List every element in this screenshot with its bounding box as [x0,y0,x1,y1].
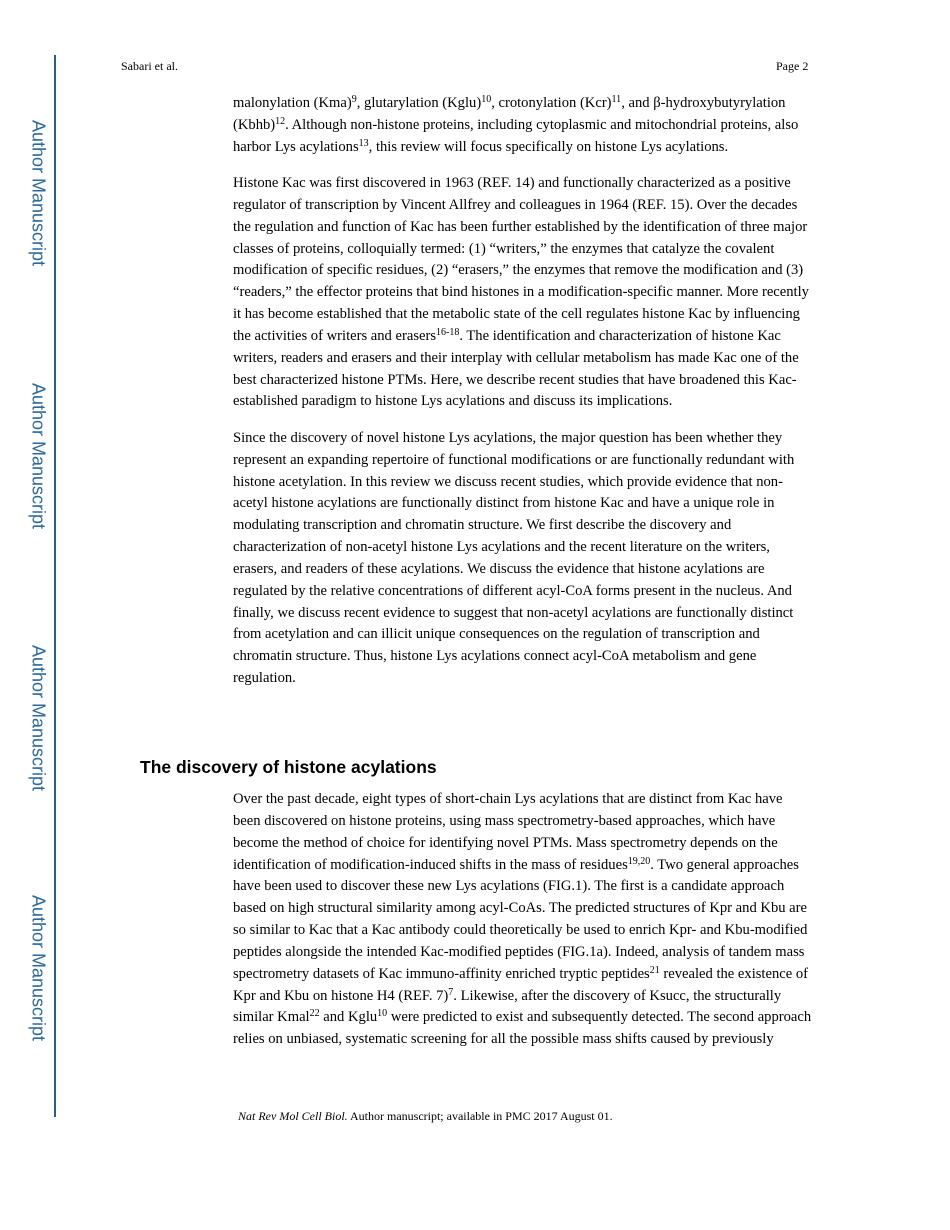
running-head-page: Page 2 [776,59,809,73]
sidebar-rule [54,55,56,1117]
footer-citation: Nat Rev Mol Cell Biol. Author manuscript; available in PMC 2017 August 01. [238,1109,613,1123]
paragraph-3: Since the discovery of novel histone Lys acylations, the major question has been whether they represent an expanding repertoire of functional modifications or are functionally redundant with histone acetylation. In this review we discuss recent studies, which provide evidence that non-acetyl histone acylations are functionally distinct from histone Kac and have a unique role in modulating transcription and chromatin structure. We first describe the discovery and characterization of non-acetyl histone Lys acylations and the recent literature on the writers, erasers, and readers of these acylations. We discuss the evidence that histone acylations are regulated by the relative concentrations of different acyl-CoA forms present in the nucleus. And finally, we discuss recent evidence to suggest that non-acetyl acylations are functionally distinct from acetylation and can illicit unique consequences on the regulation of transcription and chromatin structure. Thus, histone Lys acylations connect acyl-CoA metabolism and gene regulation. [233,429,795,687]
journal-name: Nat Rev Mol Cell Biol. [238,1109,348,1123]
paragraph-1: malonylation (Kma)$^9$, glutarylation (Kglu)$^{10}$, crotonylation (Kcr)$^{11}$, and β-hydroxybutyrylation (Kbhb)$^{12}$. Although non-histone proteins, including cytoplasmic and mitochondrial proteins, also harbor Lys acylations$^{13}$, this review will focus specifically on histone Lys acylations. [233,94,799,155]
paragraph-2: Histone Kac was first discovered in 1963 (REF. 14) and functionally characterized as a positive regulator of transcription by Vincent Allfrey and colleagues in 1964 (REF. 15). Over the decades the regulation and function of Kac has been further established by the identification of three major classes of proteins, colloquially termed: (1) “writers,” the enzymes that catalyze the covalent modification of specific residues, (2) “erasers,” the enzymes that remove the modification and (3) “readers,” the effector proteins that bind histones in a modification-specific manner. More recently it has become established that the metabolic state of the cell regulates histone Kac by influencing the activities of writers and erasers$^{16-18}$. The identification and characterization of histone Kac writers, readers and erasers and their interplay with cellular metabolism has made Kac one of the best characterized histone PTMs. Here, we describe recent studies that have broadened this Kac-established paradigm to histone Lys acylations and discuss its implications. [233,175,809,410]
section-text [233,789,813,1066]
paragraph-4: Over the past decade, eight types of short-chain Lys acylations that are distinct from Kac have been discovered on histone proteins, using mass spectrometry-based approaches, which have become the method of choice for identifying novel PTMs. Mass spectrometry depends on the identification of modification-induced shifts in the mass of residues$^{19,20}$. Two general approaches have been used to discover these new Lys acylations (FIG.1). The first is a candidate approach based on high structural similarity among acyl-CoAs. The predicted structures of Kpr and Kbu are so similar to Kac that a Kac antibody could theoretically be used to enrich Kpr- and Kbu-modified peptides alongside the intended Kac-modified peptides (FIG.1a). Indeed, analysis of tandem mass spectrometry datasets of Kac immuno-affinity enriched tryptic peptides$^{21}$ revealed the existence of Kpr and Kbu on histone H4 (REF. 7)$^7$. Likewise, after the discovery of Ksucc, the structurally similar Kmal$^{22}$ and Kglu$^{10}$ were predicted to exist and subsequently detected. The second approach relies on unbiased, systematic screening for all the possible mass shifts caused by previously [233,791,812,1048]
section-heading: The discovery of histone acylations [140,757,437,777]
running-head-authors: Sabari et al. [121,59,178,73]
intro-text [233,93,813,704]
